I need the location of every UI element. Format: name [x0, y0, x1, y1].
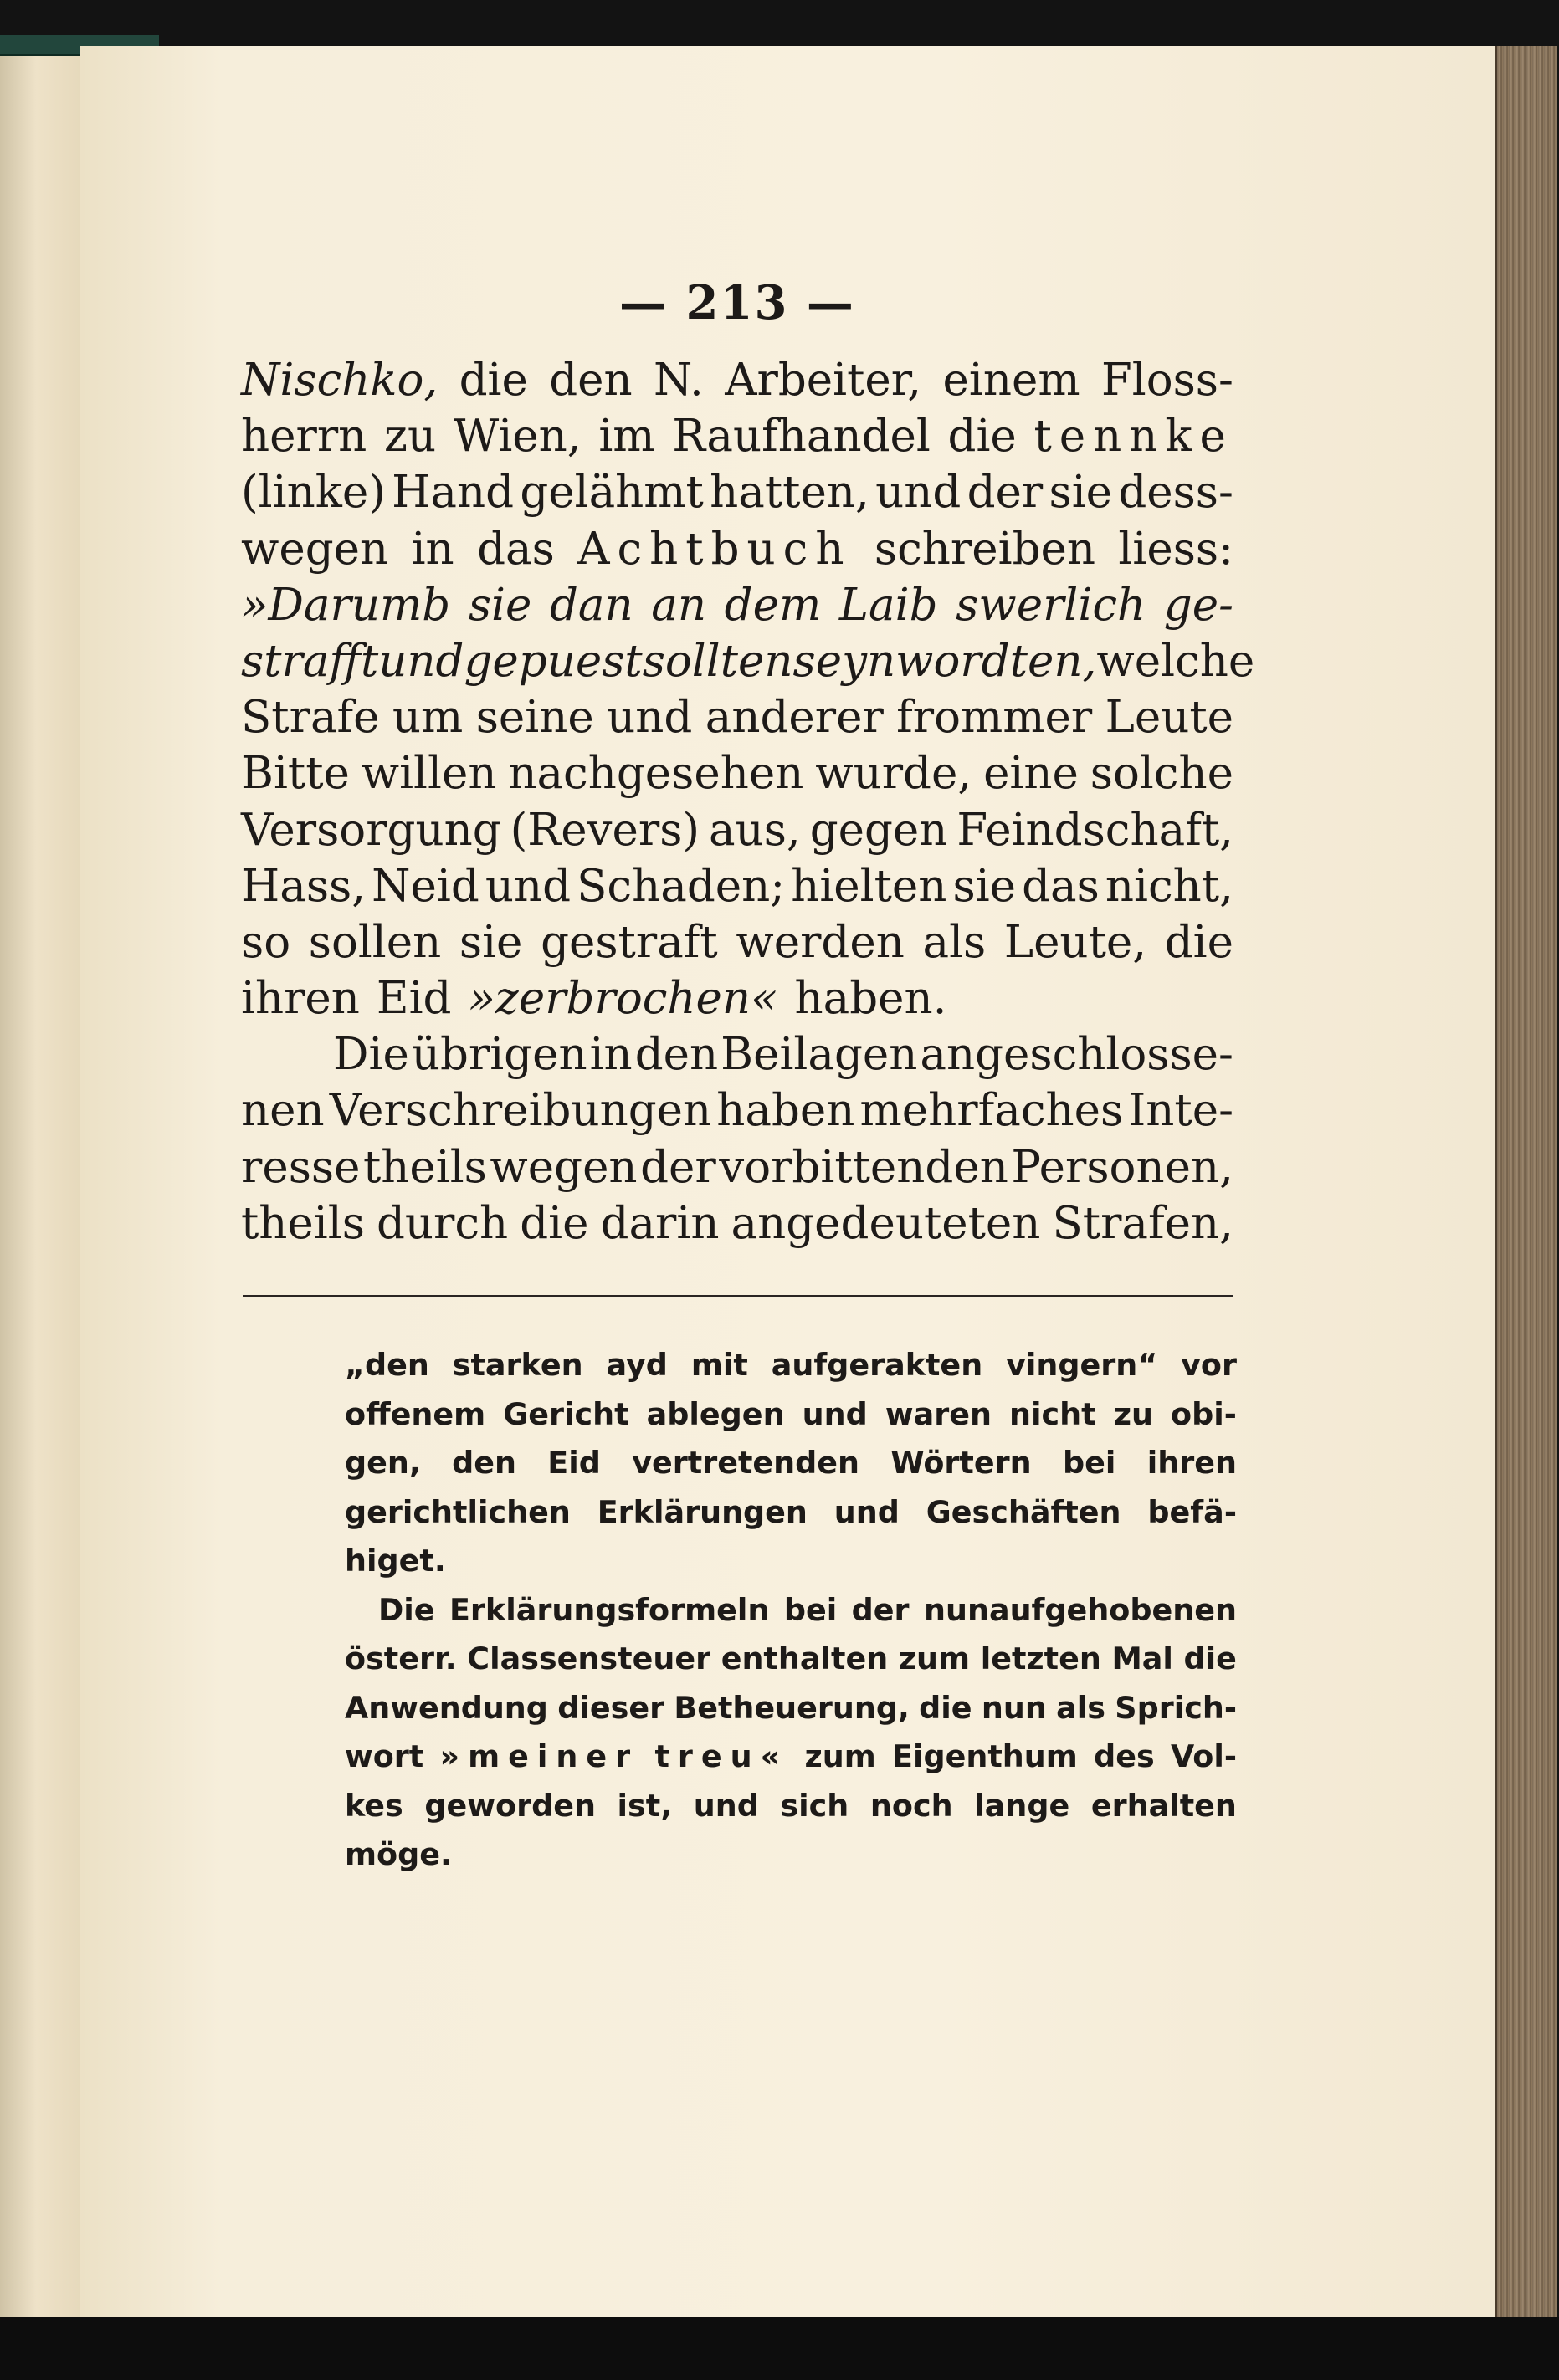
body-word: wegen — [490, 1141, 638, 1193]
body-word: Feindschaft, — [956, 804, 1233, 856]
body-word: sie — [468, 579, 532, 631]
footnote-word: enthalten — [721, 1640, 889, 1676]
body-word: N. — [654, 355, 704, 406]
body-word: eine — [983, 748, 1079, 800]
footnote-word: gerichtlichen — [345, 1493, 571, 1530]
body-word: angedeuteten — [731, 1197, 1041, 1249]
body-word: gegen — [809, 804, 948, 856]
footnote-word: zu — [1113, 1395, 1153, 1432]
footnote-word: österr. — [345, 1640, 457, 1676]
footnote-line — [345, 1684, 1237, 1733]
body-line — [241, 1139, 1233, 1195]
footnote-word: die — [1183, 1640, 1237, 1676]
body-word: zu — [384, 411, 437, 463]
body-word: sie — [952, 860, 1017, 912]
footnote-word: des — [1094, 1738, 1155, 1774]
footnote-word: zum — [804, 1738, 876, 1774]
footnote-word: Mal — [1111, 1640, 1173, 1676]
body-word: und — [875, 467, 962, 519]
page-number: — 213 — — [619, 275, 855, 330]
body-word: aus, — [709, 804, 801, 856]
body-word: swerlich — [956, 579, 1146, 631]
footnote-word: Erklärungen — [597, 1493, 808, 1530]
body-word: werden — [736, 916, 905, 968]
body-word: Versorgung — [241, 804, 501, 856]
body-word: im — [598, 411, 655, 463]
footnote-word: nun — [981, 1689, 1047, 1726]
footnote-word: Gericht — [503, 1395, 629, 1432]
body-word: wurde, — [815, 748, 972, 800]
body-word: Laib — [838, 579, 938, 631]
body-word: das — [1022, 860, 1100, 912]
body-word: Neid — [372, 860, 479, 912]
footnote-word: noch — [869, 1787, 953, 1824]
body-word: nicht, — [1105, 860, 1233, 912]
body-word: in — [411, 523, 454, 575]
footnote-word: obi- — [1171, 1395, 1237, 1432]
footnote-lines — [345, 1341, 1237, 1880]
body-line — [241, 689, 1233, 745]
footnote-word: Sprich- — [1115, 1689, 1237, 1726]
footnote-word: ist, — [617, 1787, 673, 1824]
body-word: dan — [549, 579, 633, 631]
footnote-word: die — [919, 1689, 972, 1726]
body-word: Achtbuch — [577, 523, 852, 575]
footnote-word: nicht — [1009, 1395, 1096, 1432]
footnote-word: zum — [898, 1640, 971, 1676]
footnote-line — [345, 1488, 1237, 1538]
left-page-edge — [0, 38, 82, 2326]
footnote-word: ayd — [606, 1347, 668, 1383]
body-word: haben. — [794, 973, 947, 1025]
footnote-word: Eid — [547, 1445, 601, 1481]
body-word: die — [947, 411, 1017, 463]
footnote-word: Vol- — [1170, 1738, 1237, 1774]
body-line — [241, 858, 1233, 914]
body-line — [241, 802, 1233, 858]
footnote-word: kes — [345, 1787, 403, 1824]
body-word: resse — [241, 1141, 361, 1193]
body-word: gepuest — [464, 635, 643, 687]
footnote-word: sich — [780, 1787, 849, 1824]
body-word: den — [549, 355, 633, 406]
body-word: einem — [942, 355, 1080, 406]
page-block-edge — [1495, 46, 1557, 2331]
body-word: herrn — [241, 411, 367, 463]
body-word: dess- — [1118, 467, 1233, 519]
footnote-word: offenem — [345, 1395, 486, 1432]
body-word: Floss- — [1100, 355, 1233, 406]
body-line — [241, 914, 1233, 970]
body-line — [241, 970, 1233, 1026]
body-word: Bitte — [241, 748, 350, 800]
footnote-word: als — [1056, 1689, 1105, 1726]
footnote-line — [345, 1635, 1237, 1684]
body-word: und — [485, 860, 572, 912]
body-word: als — [922, 916, 987, 968]
body-word: Wien, — [453, 411, 582, 463]
body-line — [241, 1083, 1233, 1139]
footnote-word: und — [802, 1395, 868, 1432]
footnote-word: dieser — [557, 1689, 665, 1726]
body-line — [241, 521, 1233, 577]
body-word: wordten, — [895, 635, 1097, 687]
body-word: hatten, — [710, 467, 869, 519]
body-line — [241, 408, 1233, 464]
footnote-line — [345, 1782, 1237, 1831]
body-line — [241, 577, 1233, 633]
body-word: Die — [333, 1029, 409, 1081]
body-word: strafft — [241, 635, 379, 687]
body-word: seyn — [792, 635, 896, 687]
body-word: durch — [376, 1197, 509, 1249]
body-word: gestraft — [541, 916, 718, 968]
footnote-word: möge. — [345, 1836, 452, 1872]
body-word: (linke) — [241, 467, 386, 519]
body-word: Arbeiter, — [725, 355, 922, 406]
body-word: tennke — [1033, 411, 1233, 463]
footnote-word: waren — [885, 1395, 992, 1432]
body-word: ge- — [1163, 579, 1233, 631]
body-word: Schaden; — [577, 860, 786, 912]
body-word: der — [640, 1141, 716, 1193]
body-word: die — [1164, 916, 1233, 968]
body-word: Raufhandel — [672, 411, 931, 463]
body-line — [241, 745, 1233, 801]
body-word: in — [589, 1029, 633, 1081]
footnote-word: Erklärungsformeln — [449, 1591, 770, 1628]
body-word: Leute — [1105, 692, 1233, 744]
footnote-word: higet. — [345, 1543, 446, 1579]
footnote-word: »meiner — [439, 1738, 639, 1774]
footnote-line — [345, 1439, 1237, 1488]
body-word: sollen — [308, 916, 442, 968]
footnote-word: und — [833, 1493, 900, 1530]
body-word: theils — [241, 1197, 365, 1249]
footnote-word: vertretenden — [632, 1445, 860, 1481]
body-word: an — [651, 579, 707, 631]
body-word: Hass, — [241, 860, 367, 912]
cover-shadow — [0, 2317, 1559, 2380]
footnote-line — [345, 1830, 1237, 1880]
footnote-word: wort — [345, 1738, 424, 1774]
body-word: ihren — [241, 973, 360, 1025]
footnote-word: ablegen — [646, 1395, 785, 1432]
body-word: sie — [1049, 467, 1113, 519]
body-word: dem — [724, 579, 822, 631]
footnote-word: den — [452, 1445, 516, 1481]
footnote-line — [345, 1586, 1237, 1635]
body-line — [241, 633, 1255, 689]
footnote-word: mit — [690, 1347, 748, 1383]
footnote-word: der — [851, 1591, 910, 1628]
body-word: schreiben — [874, 523, 1096, 575]
body-word: Verschreibungen — [329, 1085, 712, 1137]
body-word: angeschlosse- — [920, 1029, 1233, 1081]
footnote-word: vor — [1181, 1347, 1237, 1383]
body-word: Beilagen — [721, 1029, 918, 1081]
footnote-word: starken — [452, 1347, 583, 1383]
body-word: und — [378, 635, 464, 687]
body-word: anderer — [705, 692, 884, 744]
footnote-line — [345, 1341, 1237, 1390]
body-word: nachgesehen — [508, 748, 804, 800]
body-word: Eid — [376, 973, 452, 1025]
footnote-line — [345, 1390, 1237, 1440]
body-word: willen — [361, 748, 497, 800]
body-word: darin — [600, 1197, 720, 1249]
body-word: (Revers) — [510, 804, 700, 856]
footnote-word: Die — [378, 1591, 435, 1628]
body-word: mehrfaches — [859, 1085, 1124, 1137]
body-word: den — [634, 1029, 719, 1081]
body-word: theils — [362, 1141, 487, 1193]
body-word: übrigen — [411, 1029, 587, 1081]
body-word: wegen — [241, 523, 389, 575]
body-word: hielten — [791, 860, 947, 912]
body-word: der — [967, 467, 1044, 519]
footnote-word: und — [693, 1787, 759, 1824]
footnote-word: befä- — [1147, 1493, 1237, 1530]
footnote-word: erhalten — [1090, 1787, 1237, 1824]
body-word: so — [241, 916, 291, 968]
body-line — [241, 464, 1233, 520]
footnote-word: lange — [974, 1787, 1070, 1824]
body-word: das — [477, 523, 555, 575]
footnote-word: bei — [783, 1591, 838, 1628]
body-word: sollten — [642, 635, 793, 687]
body-word: sie — [459, 916, 523, 968]
footnote-word: Anwendung — [345, 1689, 548, 1726]
footnote-word: bei — [1062, 1445, 1116, 1481]
body-word: liess: — [1118, 523, 1233, 575]
body-word: Strafe — [241, 692, 380, 744]
body-text — [241, 272, 1255, 1251]
footnote-word: Geschäften — [926, 1493, 1121, 1530]
body-word: frommer — [896, 692, 1093, 744]
body-word: Leute, — [1003, 916, 1147, 968]
body-word: »zerbrochen« — [468, 973, 778, 1025]
footnote — [345, 1341, 1237, 1880]
footnote-word: aufgerakten — [771, 1347, 983, 1383]
body-word: »Darumb — [241, 579, 451, 631]
footnote-word: letzten — [980, 1640, 1101, 1676]
body-word: gelähmt — [520, 467, 704, 519]
body-word: seine — [475, 692, 594, 744]
footnote-line — [345, 1733, 1237, 1782]
body-word: Inte- — [1128, 1085, 1233, 1137]
footnote-word: „den — [345, 1347, 429, 1383]
footnote-word: Classensteuer — [467, 1640, 711, 1676]
footnote-word: Wörtern — [890, 1445, 1032, 1481]
body-word: vorbittenden — [719, 1141, 1008, 1193]
body-word: die — [459, 355, 528, 406]
body-word: und — [607, 692, 693, 744]
body-line — [241, 1026, 1233, 1083]
body-word: um — [392, 692, 464, 744]
body-word: Personen, — [1011, 1141, 1233, 1193]
footnote-word: vingern“ — [1006, 1347, 1158, 1383]
footnote-word: Eigenthum — [892, 1738, 1078, 1774]
body-word: solche — [1090, 748, 1233, 800]
body-word: Hand — [392, 467, 515, 519]
body-word: welche — [1096, 635, 1255, 687]
body-line — [241, 352, 1233, 408]
footnote-word: geworden — [424, 1787, 596, 1824]
footnote-word: Betheuerung, — [674, 1689, 910, 1726]
body-lines — [241, 352, 1255, 1251]
footnote-word: nunaufgehobenen — [923, 1591, 1237, 1628]
body-word: die — [520, 1197, 589, 1249]
body-word: Strafen, — [1052, 1197, 1233, 1249]
footnote-divider — [243, 1295, 1233, 1297]
footnote-word: gen, — [345, 1445, 421, 1481]
body-line — [241, 1195, 1233, 1251]
body-word: haben — [716, 1085, 855, 1137]
footnote-word: treu« — [654, 1738, 789, 1774]
body-word: Nischko, — [241, 355, 438, 406]
body-word: nen — [241, 1085, 325, 1137]
footnote-line — [345, 1537, 1237, 1586]
footnote-word: ihren — [1146, 1445, 1237, 1481]
